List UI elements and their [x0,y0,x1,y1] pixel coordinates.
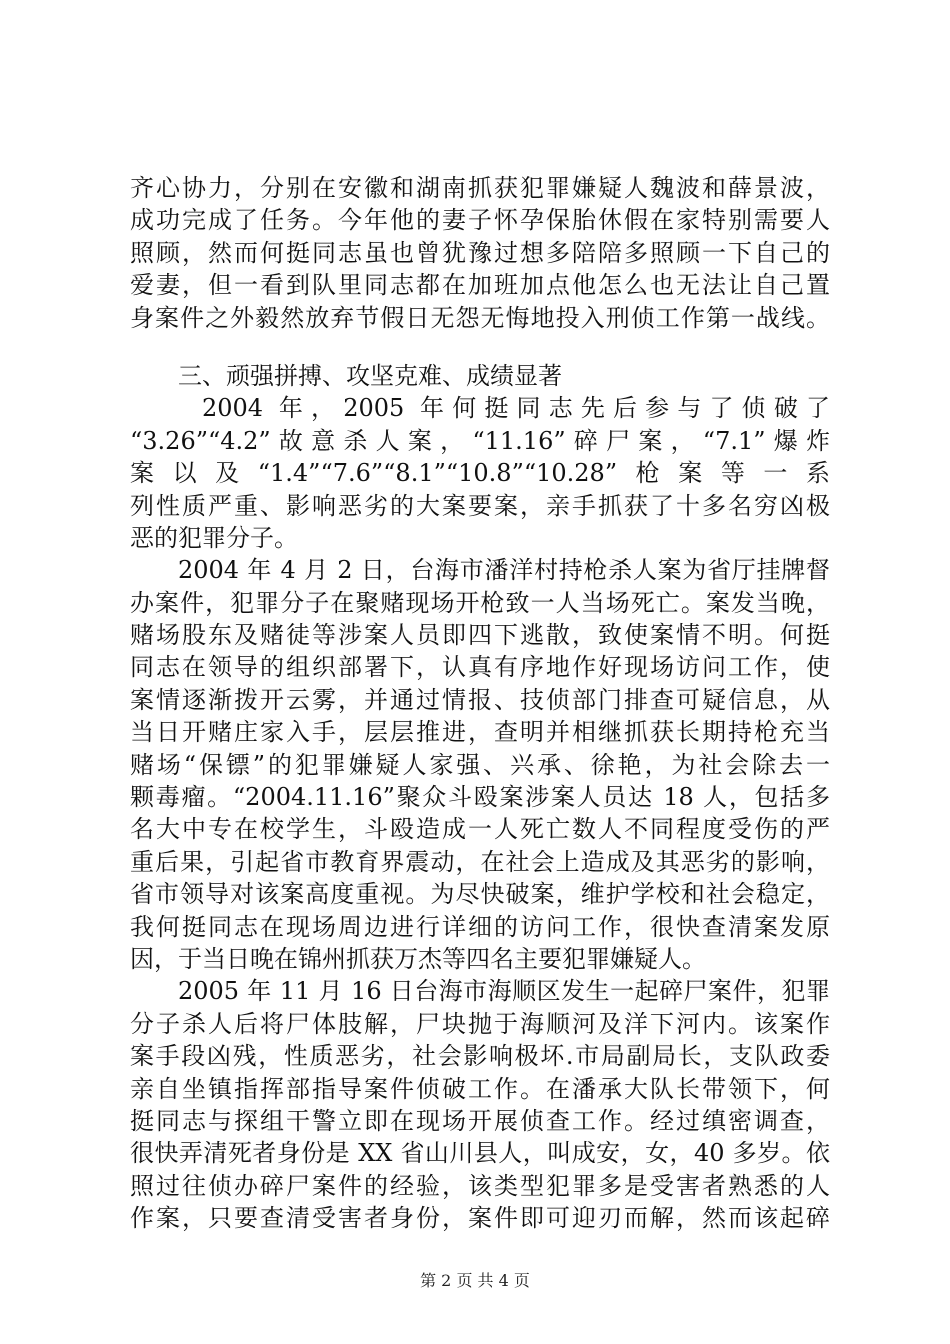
text-line: 案手段凶残，性质恶劣，社会影响极坏.市局副局长，支队政委 [130,1042,830,1071]
text-line: 分子杀人后将尸体肢解，尸块抛于海顺河及洋下河内。该案作 [130,1009,830,1038]
text-line: 2004 年，2005 年何挺同志先后参与了侦破了 [202,394,830,423]
text-line: 照过往侦办碎尸案件的经验，该类型犯罪多是受害者熟悉的人 [130,1171,830,1200]
text-line: 案以及“1.4”“7.6”“8.1”“10.8”“10.28”枪案等一系 [130,459,830,488]
text-line: 作案，只要查清受害者身份，案件即可迎刃而解，然而该起碎 [130,1204,830,1233]
text-line: 名大中专在校学生，斗殴造成一人死亡数人不同程度受伤的严 [130,815,830,844]
document-body [130,172,830,1235]
text-line: 颗毒瘤。“2004.11.16”聚众斗殴案涉案人员达 18 人，包括多 [130,783,830,812]
text-line: 身案件之外毅然放弃节假日无怨无悔地投入刑侦工作第一战线。 [130,303,830,332]
text-line: 亲自坐镇指挥部指导案件侦破工作。在潘承大队长带领下，何 [130,1074,830,1103]
paragraph-panyang-case [130,554,830,975]
text-line: 爱妻，但一看到队里同志都在加班加点他怎么也无法让自己置 [130,271,830,300]
text-line: 省市领导对该案高度重视。为尽快破案，维护学校和社会稳定， [130,880,830,909]
text-line: 成功完成了任务。今年他的妻子怀孕保胎休假在家特别需要人 [130,206,830,235]
text-line: “3.26”“4.2”故意杀人案，“11.16”碎尸案，“7.1”爆炸 [130,426,830,455]
text-line: 照顾，然而何挺同志虽也曾犹豫过想多陪陪多照顾一下自己的 [130,238,830,267]
section-heading: 三、顽强拼搏、攻坚克难、成绩显著 [178,361,562,390]
text-line: 办案件，犯罪分子在聚赌现场开枪致一人当场死亡。案发当晚， [130,588,830,617]
text-line: 赌场“保镖”的犯罪嫌疑人家强、兴承、徐艳，为社会除去一 [130,750,830,779]
text-line: 齐心协力，分别在安徽和湖南抓获犯罪嫌疑人魏波和薛景波， [130,174,830,202]
text-line: 我何挺同志在现场周边进行详细的访问工作，很快查清案发原 [130,912,830,941]
text-line: 列性质严重、影响恶劣的大案要案，亲手抓获了十多名穷凶极 [130,491,830,520]
text-line: 恶的犯罪分子。 [130,523,298,552]
paragraph-cases-overview [130,392,830,554]
text-line: 案情逐渐拨开云雾，并通过情报、技侦部门排查可疑信息，从 [130,685,830,714]
paragraph-spacer [130,334,830,360]
text-line: 挺同志与探组干警立即在现场开展侦查工作。经过缜密调查， [130,1106,830,1135]
paragraph-haishun-case [130,975,830,1234]
text-line: 因，于当日晚在锦州抓获万杰等四名主要犯罪嫌疑人。 [130,944,706,973]
text-line: 2005 年 11 月 16 日台海市海顺区发生一起碎尸案件，犯罪 [178,977,830,1006]
paragraph-continuation [130,172,830,334]
text-line: 重后果，引起省市教育界震动，在社会上造成及其恶劣的影响， [130,847,830,876]
page-footer: 第 2 页 共 4 页 [420,1271,530,1290]
text-line: 同志在领导的组织部署下，认真有序地作好现场访问工作，使 [130,653,830,682]
text-line: 赌场股东及赌徒等涉案人员即四下逃散，致使案情不明。何挺 [130,621,830,650]
text-line: 2004 年 4 月 2 日，台海市潘洋村持枪杀人案为省厅挂牌督 [178,556,830,585]
text-line: 很快弄清死者身份是 XX 省山川县人，叫成安，女，40 多岁。依 [130,1139,830,1168]
text-line: 当日开赌庄家入手，层层推进，查明并相继抓获长期持枪充当 [130,718,830,747]
